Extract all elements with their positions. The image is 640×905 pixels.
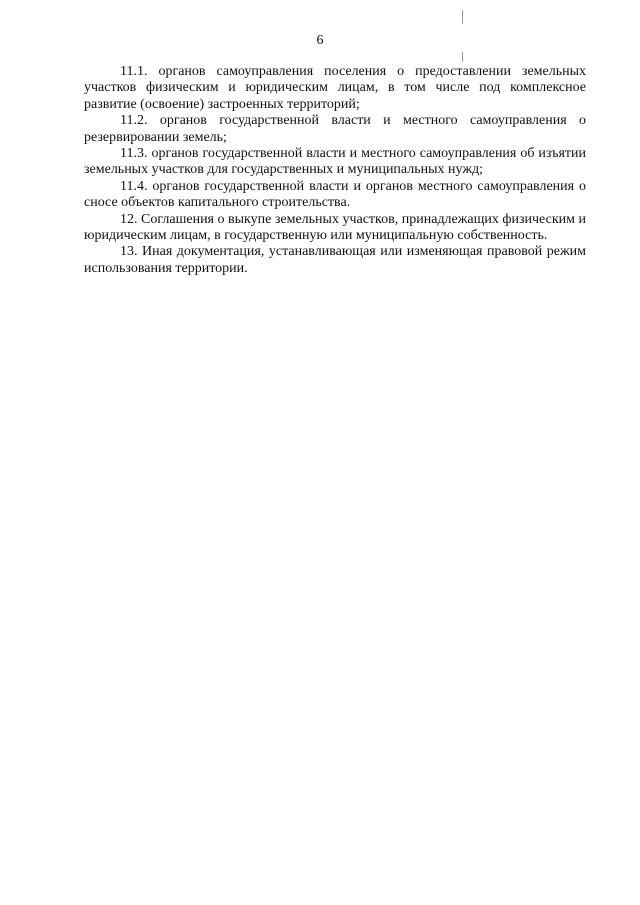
paragraph-11-1: 11.1. органов самоуправления поселения о предоставлении земельных участков физическим и юридическим лицам, в том числе под комплексное развитие (освоение) застроенных территорий; — [84, 64, 586, 112]
paragraph-11-2: 11.2. органов государственной власти и местного самоуправления о резервировании земель; — [84, 113, 586, 145]
scan-artifact-line — [462, 52, 463, 62]
scan-artifact-line — [462, 10, 463, 24]
page-number: 6 — [316, 33, 324, 48]
paragraph-11-3: 11.3. органов государственной власти и местного самоуправления об изъятии земельных участков для государственных и муниципальных нужд; — [84, 146, 586, 178]
document-body — [84, 64, 586, 277]
paragraph-11-4: 11.4. органов государственной власти и органов местного самоуправления о сносе объектов капитального строительства. — [84, 178, 586, 211]
paragraph-13: 13. Иная документация, устанавливающая или изменяющая правовой режим использования территории. — [84, 244, 586, 276]
paragraph-12: 12. Соглашения о выкупе земельных участков, принадлежащих физическим и юридическим лицам, в государственную или муниципальную собственность. — [84, 211, 586, 244]
